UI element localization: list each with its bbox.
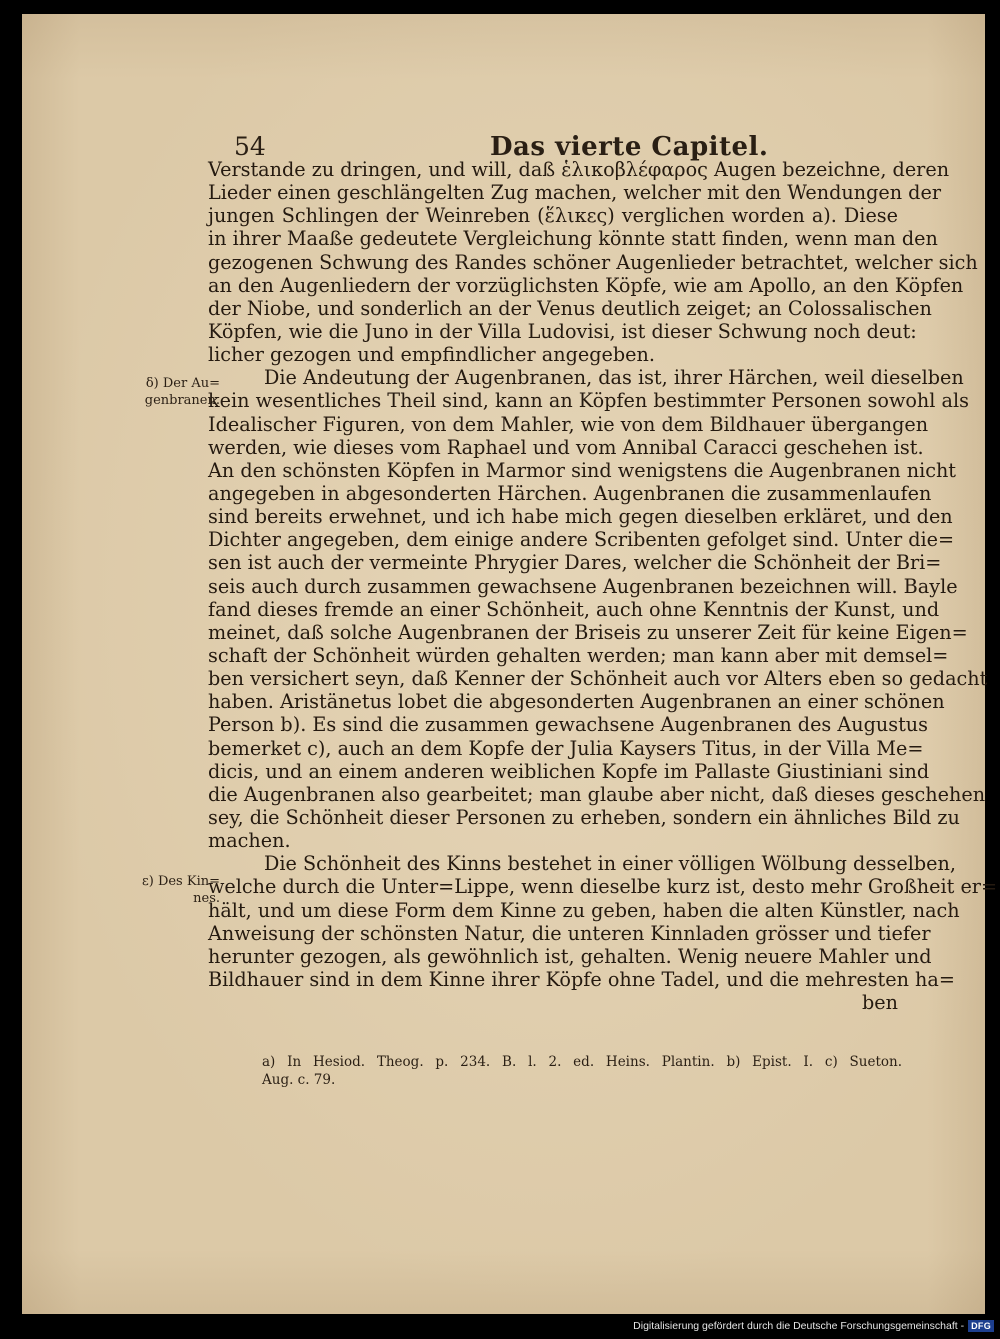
text-line: An den schönsten Köpfen in Marmor sind wenigstens die Augenbranen nicht xyxy=(208,458,957,482)
footnote-b: b) Epist. I. xyxy=(726,1054,814,1070)
text-line: fand dieses fremde an einer Schönheit, auch ohne Kenntnis der Kunst, und xyxy=(208,597,940,621)
text-line: Die Andeutung der Augenbranen, das ist, ihrer Härchen, weil dieselben xyxy=(264,366,964,390)
footnote-line xyxy=(262,1053,902,1071)
text-line: meinet, daß solche Augenbranen der Briseis zu unserer Zeit für keine Eigen= xyxy=(208,620,968,644)
catchword: ben xyxy=(862,991,898,1015)
text-line: Anweisung der schönsten Natur, die unteren Kinnladen grösser und tiefer xyxy=(208,921,931,945)
text-line: welche durch die Unter=Lippe, wenn dieselbe kurz ist, desto mehr Großheit er= xyxy=(208,875,998,899)
text-line: sind bereits erwehnet, und ich habe mich gegen dieselben erkläret, und den xyxy=(208,505,953,529)
margin-note-line: ε) Des Kin= xyxy=(142,874,220,889)
text-line: Person b). Es sind die zusammen gewachsene Augenbranen des Augustus xyxy=(208,713,928,737)
credit-text: Digitalisierung gefördert durch die Deutsche Forschungsgemeinschaft - xyxy=(633,1320,965,1332)
text-line: werden, wie dieses vom Raphael und vom Annibal Caracci geschehen ist. xyxy=(208,435,924,459)
text-line: der Niobe, und sonderlich an der Venus deutlich zeiget; an Colossalischen xyxy=(208,296,932,320)
page-number: 54 xyxy=(234,132,266,161)
text-line: kein wesentliches Theil sind, kann an Köpfen bestimmter Personen sowohl als xyxy=(208,389,969,413)
margin-note-line: genbranen. xyxy=(144,393,220,408)
footnotes xyxy=(262,1053,902,1089)
text-line: machen. xyxy=(208,829,291,853)
text-line: an den Augenliedern der vorzüglichsten Köpfe, wie am Apollo, an den Köpfen xyxy=(208,273,964,297)
text-line: Dichter angegeben, dem einige andere Scribenten gefolget sind. Unter die= xyxy=(208,528,955,552)
footnote-a: a) In Hesiod. Theog. p. 234. B. l. 2. ed. Heins. Plantin. xyxy=(262,1054,715,1070)
text-line: hält, und um diese Form dem Kinne zu geben, haben die alten Künstler, nach xyxy=(208,898,960,922)
text-line: dicis, und an einem anderen weiblichen Kopfe im Pallaste Giustiniani sind xyxy=(208,759,930,783)
text-line: herunter gezogen, als gewöhnlich ist, gehalten. Wenig neuere Mahler und xyxy=(208,944,932,968)
text-line: sey, die Schönheit dieser Personen zu erheben, sondern ein ähnliches Bild zu xyxy=(208,805,960,829)
text-line: Köpfen, wie die Juno in der Villa Ludovisi, ist dieser Schwung noch deut: xyxy=(208,319,917,343)
footnote-line: Aug. c. 79. xyxy=(262,1072,336,1088)
margin-note-line: nes. xyxy=(193,891,220,906)
digitization-credit xyxy=(633,1317,994,1335)
text-line: angegeben in abgesonderten Härchen. Augenbranen die zusammenlaufen xyxy=(208,481,932,505)
text-line: die Augenbranen also gearbeitet; man glaube aber nicht, daß dieses geschehen xyxy=(208,782,986,806)
text-line: seis auch durch zusammen gewachsene Augenbranen bezeichnen will. Bayle xyxy=(208,574,958,598)
text-line: ben versichert seyn, daß Kenner der Schönheit auch vor Alters eben so gedacht xyxy=(208,667,988,691)
margin-note-eyebrows xyxy=(128,375,220,409)
text-line: Idealischer Figuren, von dem Mahler, wie von dem Bildhauer übergangen xyxy=(208,412,929,436)
text-line: gezogenen Schwung des Randes schöner Augenlieder betrachtet, welcher sich xyxy=(208,250,978,274)
text-line: in ihrer Maaße gedeutete Vergleichung könnte statt finden, wenn man den xyxy=(208,227,938,251)
main-text xyxy=(208,158,998,1015)
text-line: licher gezogen und empfindlicher angegeben. xyxy=(208,343,655,367)
text-line: sen ist auch der vermeinte Phrygier Dares, welcher die Schönheit der Bri= xyxy=(208,551,942,575)
text-line: haben. Aristänetus lobet die abgesonderten Augenbranen an einer schönen xyxy=(208,690,945,714)
text-line: jungen Schlingen der Weinreben (ἕλικες) verglichen worden a). Diese xyxy=(208,204,898,228)
text-line: Verstande zu dringen, und will, daß ἑλικοβλέφαρος Augen bezeichne, deren xyxy=(208,158,950,181)
text-line: Lieder einen geschlängelten Zug machen, welcher mit den Wendungen der xyxy=(208,181,941,205)
running-title: Das vierte Capitel. xyxy=(490,132,769,162)
text-line: Die Schönheit des Kinns bestehet in einer völligen Wölbung desselben, xyxy=(264,852,956,876)
margin-note-line: δ) Der Au= xyxy=(145,376,220,391)
text-line: bemerket c), auch an dem Kopfe der Julia Kaysers Titus, in der Villa Me= xyxy=(208,736,924,760)
text-line: Bildhauer sind in dem Kinne ihrer Köpfe ohne Tadel, und die mehresten ha= xyxy=(208,967,955,991)
margin-note-chin xyxy=(128,873,220,907)
text-line: schaft der Schönheit würden gehalten werden; man kann aber mit demsel= xyxy=(208,643,949,667)
footnote-c: c) Sueton. xyxy=(824,1054,903,1070)
dfg-logo-icon: DFG xyxy=(968,1320,994,1332)
